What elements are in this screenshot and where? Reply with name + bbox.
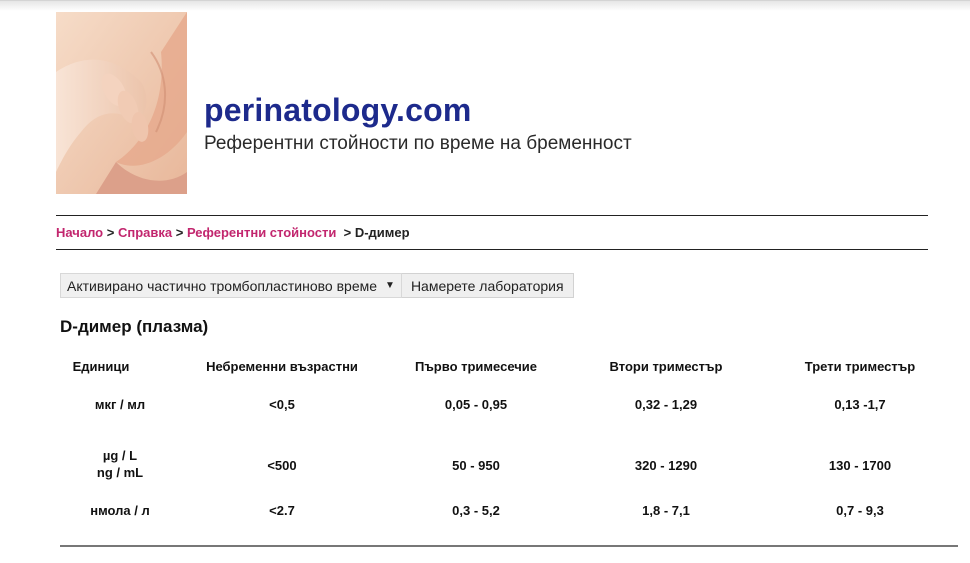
header-first-trimester: Първо тримесечие	[414, 359, 537, 374]
table-cell: 0,32 - 1,29	[634, 397, 698, 412]
section-title: D-димер (плазма)	[60, 317, 209, 336]
table-row-unit: нмола / л	[90, 503, 150, 518]
table-row-unit: мкг / мл	[94, 397, 146, 412]
breadcrumb	[56, 225, 410, 240]
breadcrumb-separator: >	[343, 225, 352, 240]
header-third-trimester: Трети триместър	[804, 359, 916, 374]
bottom-divider	[60, 545, 958, 547]
breadcrumb-reference-link[interactable]: Справка	[117, 225, 173, 240]
table-cell: 0,7 - 9,3	[836, 503, 884, 518]
site-title[interactable]: perinatology.com	[204, 92, 472, 128]
breadcrumb-home-link[interactable]: Начало	[56, 225, 104, 240]
find-lab-button[interactable]: Намерете лаборатория	[402, 273, 574, 298]
table-cell: 1,8 - 7,1	[642, 503, 690, 518]
table-cell: 0,05 - 0,95	[444, 397, 508, 412]
top-divider	[56, 215, 928, 216]
table-cell: 0,13 -1,7	[834, 397, 886, 412]
table-row-unit: µg / L	[102, 448, 138, 463]
header-second-trimester: Втори триместър	[609, 359, 723, 374]
table-cell: 130 - 1700	[828, 458, 892, 473]
table-cell: <2.7	[269, 503, 295, 518]
table-cell: 50 - 950	[452, 458, 500, 473]
chevron-down-icon: ▼	[385, 280, 395, 291]
table-row-unit: ng / mL	[96, 465, 144, 480]
site-subtitle: Референтни стойности по време на бременност	[204, 133, 632, 154]
hands-logo-image[interactable]	[56, 12, 187, 194]
table-cell: 0,3 - 5,2	[452, 503, 500, 518]
breadcrumb-separator: >	[175, 225, 184, 240]
browser-top-bar	[0, 0, 970, 11]
table-cell: <0,5	[269, 397, 295, 412]
breadcrumb-reference-values-link[interactable]: Референтни стойности	[186, 225, 337, 240]
breadcrumb-divider	[56, 249, 928, 250]
breadcrumb-current: D-димер	[354, 225, 410, 240]
table-cell: <500	[267, 458, 297, 473]
hands-photo-icon	[56, 12, 187, 194]
test-controls	[60, 273, 574, 298]
test-select-dropdown[interactable]	[60, 273, 402, 298]
test-select-value: Активирано частично тромбопластиново време	[67, 277, 378, 294]
table-cell: 320 - 1290	[634, 458, 698, 473]
header-units: Единици	[72, 359, 130, 374]
header-nonpregnant: Небременни възрастни	[206, 359, 358, 374]
breadcrumb-separator: >	[106, 225, 115, 240]
